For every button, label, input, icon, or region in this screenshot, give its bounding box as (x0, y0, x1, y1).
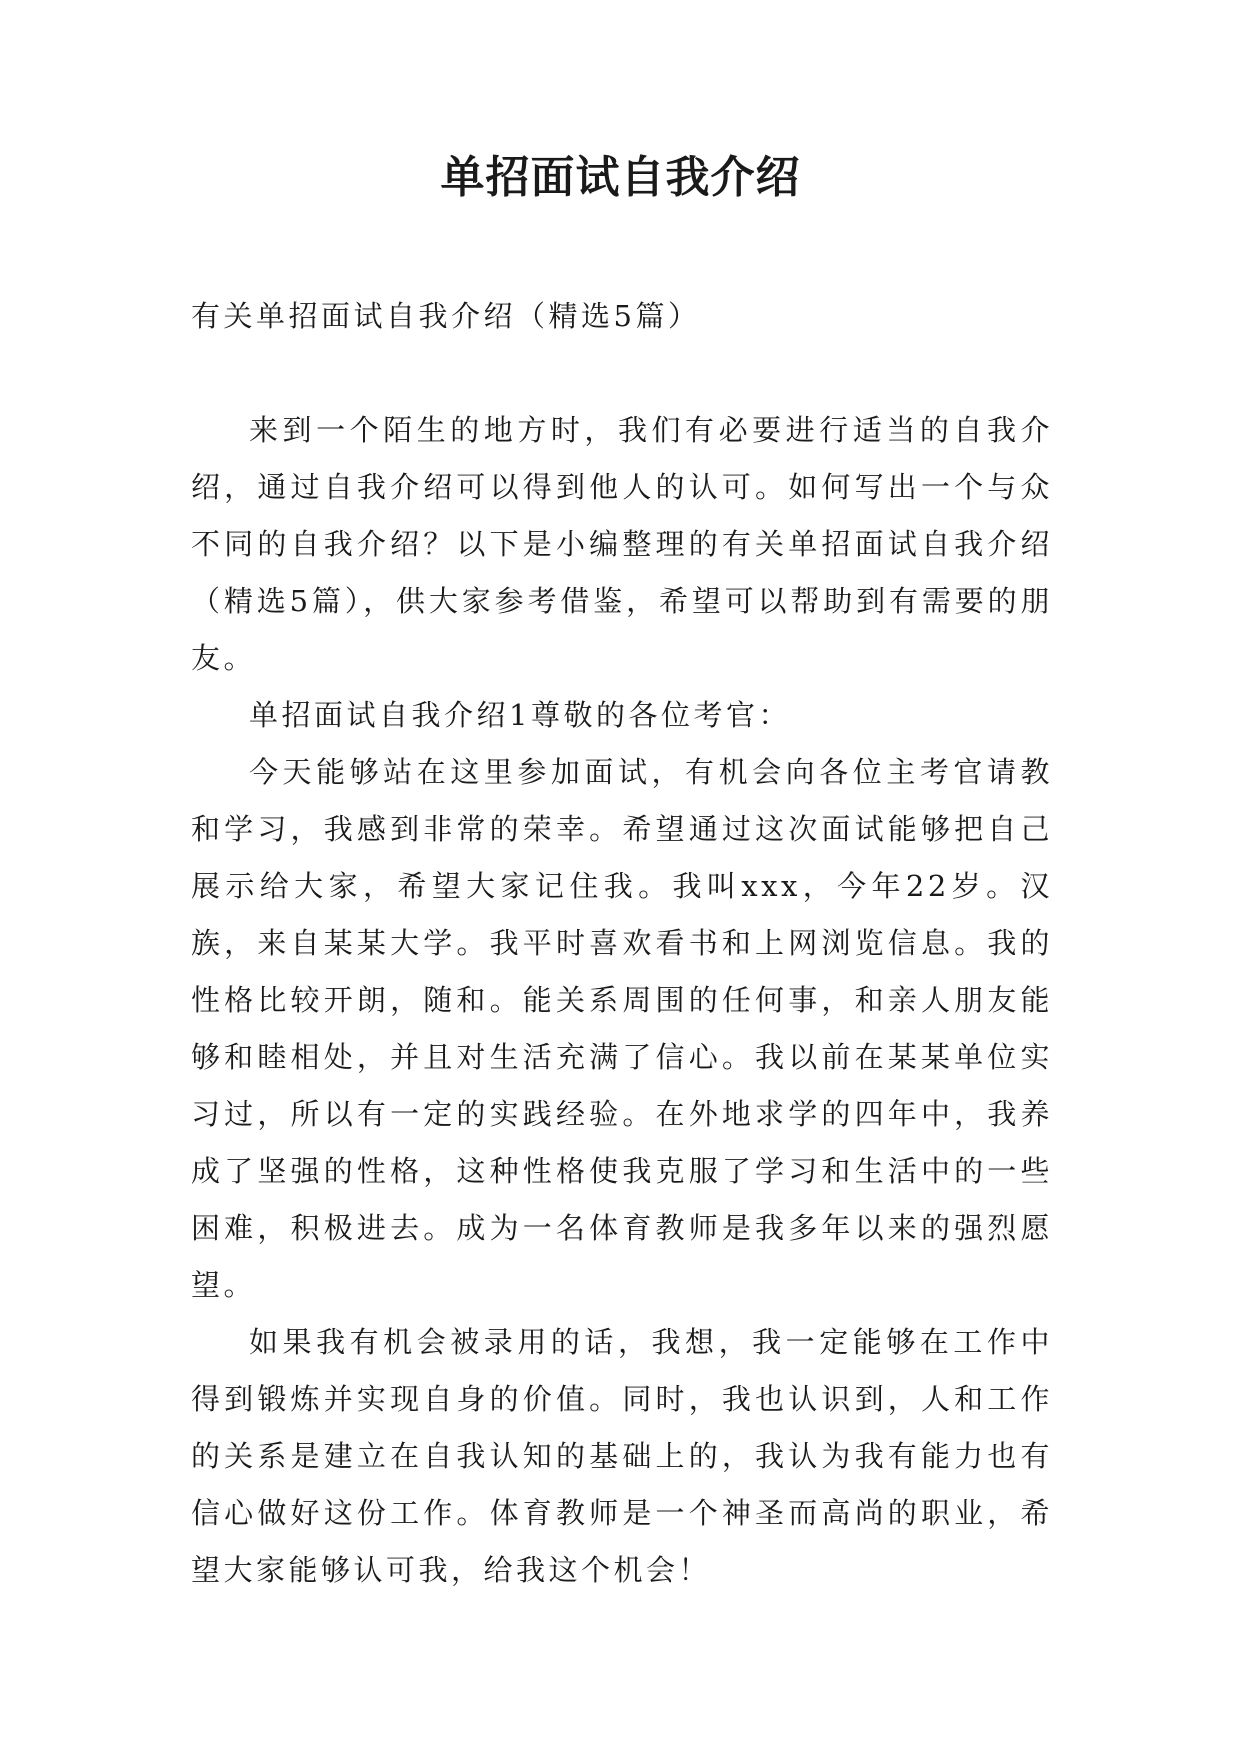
document-body (191, 288, 1053, 1599)
document-subtitle: 有关单招面试自我介绍（精选5篇） (191, 299, 701, 333)
intro-paragraph: 来到一个陌生的地方时，我们有必要进行适当的自我介绍，通过自我介绍可以得到他人的认可。如何写出一个与众不同的自我介绍？以下是小编整理的有关单招面试自我介绍（精选5篇），供大家参考借鉴，希望可以帮助到有需要的朋友。 (191, 413, 1053, 675)
page-title: 单招面试自我介绍 (440, 152, 801, 203)
closing-paragraph: 如果我有机会被录用的话，我想，我一定能够在工作中得到锻炼并实现自身的价值。同时，我也认识到，人和工作的关系是建立在自我认知的基础上的，我认为我有能力也有信心做好这份工作。体育教师是一个神圣而高尚的职业，希望大家能够认可我，给我这个机会！ (191, 1325, 1053, 1587)
body-paragraph: 今天能够站在这里参加面试，有机会向各位主考官请教和学习，我感到非常的荣幸。希望通过这次面试能够把自己展示给大家，希望大家记住我。我叫xxx，今年22岁。汉族，来自某某大学。我平时喜欢看书和上网浏览信息。我的性格比较开朗，随和。能关系周围的任何事，和亲人朋友能够和睦相处，并且对生活充满了信心。我以前在某某单位实习过，所以有一定的实践经验。在外地求学的四年中，我养成了坚强的性格，这种性格使我克服了学习和生活中的一些困难，积极进去。成为一名体育教师是我多年以来的强烈愿望。 (191, 755, 1053, 1302)
section-heading-paragraph: 单招面试自我介绍1尊敬的各位考官： (249, 698, 791, 732)
